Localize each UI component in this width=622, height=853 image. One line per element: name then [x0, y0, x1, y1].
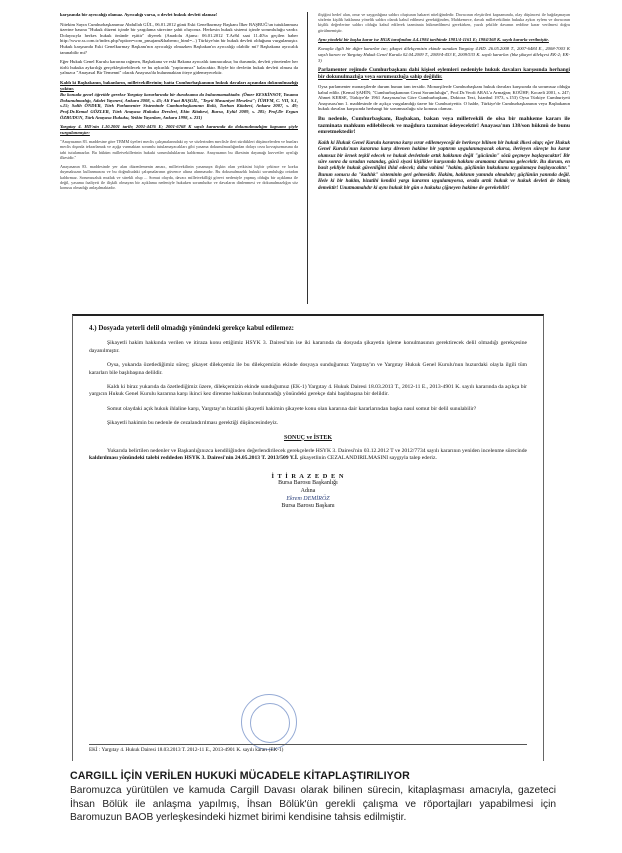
left-para-1: karşısında bir ayrıcalığı olamaz. Ayrıcalığı varsa, o devlet hukuk devleti olamaz!	[60, 12, 218, 17]
signature-line-1: Bursa Barosu Başkanlığı	[278, 480, 338, 487]
petition-document	[72, 314, 544, 761]
doc-para-3: Kaldı ki biraz yukarıda da özetlediğimiz üzere, dilekçemizin ekinde sunduğumuz (EK-1) Yargıtay 4. Hukuk Dairesi 18.03.2013 T., 2012-11 E., 2013-4901 K. sayılı kararında da açıkça bir yargıcın Hukuk Genel Kurulu kararına karşı ikinci kez direnme hakkının bulunmadığı yönündeki gerekçe dahi başlıbaşına bir delildir.	[89, 384, 527, 398]
signature-line-2: Adına	[300, 488, 316, 495]
right-para-4-heading: Parlamenter rejimde Cumhurbaşkanı dahi kişisel eylemleri nedeniyle hukuk davaları karşısında herhangi bir dokunulmazlığa veya sorumsuzluğa sahip değildir.	[318, 67, 570, 80]
signature-line-3: Ekrem DEMİRÖZ	[286, 495, 330, 502]
column-divider	[307, 12, 308, 304]
left-column	[60, 12, 298, 304]
bar-association-stamp	[241, 694, 297, 750]
right-column	[318, 12, 570, 304]
doc-para-5: Şikayetli hakimin bu nedenle de cezalandırılması gerektiği düşüncesindeyiz.	[107, 420, 279, 427]
signature-line-4: Bursa Barosu Başkanı	[281, 503, 335, 510]
left-para-5-heading: Yargıtay 4. HD'nin 1.10.2001 tarih; 2001-4476 E; 2001-6768 K sayılı kararında da dokunulmazlığın kapsamı şöyle vurgulanmıştır:	[60, 124, 298, 135]
caption-title: CARGILL İÇİN VERİLEN HUKUKİ MÜCADELE KİTAPLAŞTIRILIYOR	[70, 770, 410, 782]
right-para-2-heading: Aynı yöndeki bir başka karar ise HGK tarafından 4.4.1984 tarihinde 1981/4-1161 E; 1984/368 K. sayılı kararla verilmiştir.	[318, 36, 549, 42]
right-para-4-body: Oysa parlamenter monarşilerde durum bunun tam tersidir. Monarşilerde Cumhurbaşkanı hukuk davaları karşısında da sorumsuz olduğu kabul edilir. (Kemal ŞAHİN; "Cumhurbaşkanının Cezai Sorumluluğu", Prof.Dr.Vecdi ARAL'a Armağan; KOÜHF; Kocaeli 2001, s. 247; Ahmet KERSE, Türkiye'de 1961 Anayasası'na Göre Cumhurbaşkanı, Doktora Tezi, İstanbul 1973, s.153) Oysa Türkiye Cumhuriyeti Anayasası'nın 1. maddesinde de açıkça vurgulandığı üzere bir Cumhuriyettir. O halde, Türkiye'de Cumhurbaşkanının veya Başbakanın hukuk davaları karşısında herhangi bir sorumsuzluğu söz konusu olamaz.	[318, 84, 570, 112]
doc-para-6-b: kaldırılması yönündeki talebi reddeden HSYK 3. Dairesi'nin 24.05.2013 T. 2013/509 Y.İ.	[89, 455, 299, 462]
stamp-inner-ring	[250, 703, 290, 743]
left-para-4-body: Bu konuda genel öğretide gerekse Yargıtay kararlarında bir duraksama da bulunmamaktadır. (Ömer KESKİNSOY, Yasama Dokunulmazlığı, Adalet Yayınevi, Ankara 2008, s. 45; Ali Fuat BAŞGİL, "Teşrii Masuniyet Meselesi"; İÜHFM, C. VII, S.1, s.15; Salih ÖNDER, Türk Parlamenter Sisteminde Cumhurbaşkanının Rolü, Turhan Kitabevi, Ankara 2007, s. 49; Prof.Dr.Kemal GÖZLER, Türk Anayasa Hukuku Dersleri, Ekin Kitabevi, Bursa, Eylül 2009, s. 285; Prof.Dr Ergun ÖZBUDUN, Türk Anayasa Hukuku, Yetkin Yayınları, Ankara 1998, s. 231)	[60, 92, 298, 120]
doc-para-6-a: Yukarıda belirtilen nedenler ve Başkanlığınızca kendiliğinden değerlendirilecek gerekçelerle HSYK 3. Dairesi'nin 03.12.2012 T ve 2012/7734 sayılı kararının yeniden incelenme sürecinde	[107, 448, 527, 455]
doc-para-1: Şikayetli hakim hakkında verilen ve itiraza konu ettiğimiz HSYK 3. Dairesi'nin ise iki kararında da dosyada şikayetin işleme konulmasının gerektirecek delil olmadığı gerekçesine dayanılmıştır.	[89, 340, 527, 354]
right-para-6: Kaldı ki Hukuk Genel Kurulu kararına karşı ısrar edilemeyeceği de herkesçe bilinen bir hukuk ilkesi olup; eğer Hukuk Genel Kurulu'nun kararına karşı direnen hakime bir yaptırım uygulanmayacak olursa, ilerleyen süreçte bu karar olumsuz bir örnek teşkil edecek ve hukuk devletinde artık hakkının değil "gücünün" sözü geçmeye başlayacaktır! Bir süre sonra da sıradan vatandaş, gücü siyasi kişilikler karşısında hakkını aramamız durumu gelecektir. Bu durum, en basit şekliyle hukuk güvenliğini ihlal edecek; daha vahimi "hakim, güçlünün hukukunu uygulamaya başlayacaktır." Bunun sonucu da "kadılık" sisteminin geri gelmesidir. Hakim, hakkının yanında olmalıdır; güçlünün yanında değil. Hele ki bir hakim, bizatihi kendisi yargı kararını uygulamıyorsa, orada artık hukuk ve hukuk devleti de bitmiş demektir! Unutmamalıdır ki aynı hukuk bir gün o hukuku çiğneyen hakime de gerekebilir!	[318, 139, 570, 191]
right-para-5: Bu nedenle, Cumhurbaşkanı, Başbakan, bakan veya milletvekili de olsa bir mahkeme kararı ile tazminata mahkum edilebilecek ve mağdura tazminat ödeyecektir! Anayasa'nın 138/son hükmü de bunu emretmektedir!	[318, 115, 570, 136]
left-para-4-heading: Kaldı ki Başbakanın, bakanların, milletvekillerinin; hatta Cumhurbaşkanının hukuk davaları açısından dokunulmazlığı yoktur.	[60, 79, 298, 91]
conclusion-title: SONUÇ ve İSTEK	[283, 434, 332, 441]
left-para-2: Nitekim Sayın Cumhurbaşkanımız Abdullah GÜL, 06.01.2012 günü Eski Genelkurmay Başkanı İlker BAŞBUĞ'un tutuklanması üzerine basına "Hukuk düzeni içinde bir yargılama sürecine şahit oluyoruz. Herkesin hukuk sistemi içinde sorumluluğu vardır. Dolayısıyla herkes hukuk önünde eşittir" diyerek (Anadolu Ajansı: 06.01.2012 T.Ar8ıl saat 11.40'ta geçilen haber http://www.ss.com.tr/index.php?option=com_pnsajans&haberno_html=...) Türkiye'nin bir hukuk devleti olduğunu vurgulamıştır. Hukuk karşısında Eski Genelkurmay Başkanı'nın ayrıcalığı olmazken Başbakan'ın ayrıcalığı olabilir mi? Başbakana ayrıcalık tanınabilir mi?	[60, 21, 298, 55]
doc-para-2: Oysa, yukarıda özetlediğimiz süreç; şikayet dilekçemiz ile bu dilekçemizin ekinde dosyaya sunduğumuz Yargıtay'ın ve Yargıtay Hukuk Genel Kurulu'nun huzurdaki olayla ilgili tüm kararları bile başlıbaşına delildir.	[89, 362, 527, 376]
caption-body: Baromuzca yürütülen ve kamuda Cargill Davası olarak bilinen sürecin, kitaplaşması amacıyla, gazeteci İhsan Bölük ile anlaşma yapılmış, İhsan Bölük'ün gerekli çalışma ve röportajları yapabilmesi için Baromuzun BAOB yerleşkesindeki hizmet birimi kendisine tahsis edilmiştir.	[70, 785, 556, 824]
article-caption	[70, 770, 556, 825]
right-para-1: ilişiğini hedef alan, onur ve saygınlığına saldırı oluşturan hakaret niteliğindedir. Davacının eleştirileri kapsamında, olay düşüncesi ile bağdaşmayan sözlerin kişilik haklarına yönelik saldırı olarak kabul edilmesi gerektiğinden, Mahkemece, davalı milletvekilinin hukuka aykırı eylem ve davacının kişilik değerlerine saldırı olduğu kabul edilerek tazminata hükmedilmesi gerekirken, yazılı şekilde davanın reddine karar verilmesi doğru görülmemiştir.	[318, 12, 570, 33]
doc-para-6	[89, 448, 527, 463]
left-quote-1: "Anayasanın 83. maddesine göre TBMM üyeleri meclis çalışmalarındaki oy ve sözlerinden meclisle ileri sürdükleri düşüncelerden ve bunları meclis dışında tekrarlamak ve açığa vurmaktan sorumlu tutulamayacakları gibi yasama dokunulmazlığından dolayı ceza kovuşturmasına da tabi tutulamazlar. Bu hüküm milletvekillerinin hukuki sorumluluklarını kaldırmaz. Anayasanın bu ilkesinin dayanağı kuvvetler ayrılığı ilkesidir."	[60, 139, 298, 160]
doc-para-6-c: şikayetlinin CEZALANDIRILMASINI saygıyla talep ederiz.	[298, 455, 437, 462]
signature-block	[89, 473, 527, 511]
section-title: 4.) Dosyada yeterli delil olmadığı yönündeki gerekçe kabul edilemez:	[89, 324, 295, 332]
signature-heading: İ T İ R A Z E D E N	[271, 472, 345, 480]
doc-para-4: Somut olaydaki açık hukuk ihlaline karşı, Yargıtay'ın bizatihi şikayetli hakimin şikayete konu olan kararına dair kararlarından başka nasıl somut bir delil sunulabilir?	[107, 405, 477, 412]
left-para-3: Eğer Hukuk Genel Kurulu kararına rağmen, Başbakana ve eski Bakana ayrıcalık tanınacaksa; bu durumda, devleti yönetenler her türlü hukuka aykırılığı gerçekleştirebilecek ve bu aykırılık "yaptırımsız" kalacaktır. Böyle bir devletin hukuk devleti olması da yalnızca "Anayasal Bir Temenni" olarak Anayasa'da bulunmaktan öteye gidemeyecektir.	[60, 59, 298, 76]
right-para-3: Konuyla ilgili bir diğer kararlar ise; şikayet dilekçemizin ekinde sunulan Yargıtay 4.HD. 26.05.2008 T., 2007-6484 E., 2008-7003 K sayılı kararı ve Yargıtay Hukuk Genel Kurulu 02.04.2009 T., 2009/4-453 E, 2009/533 K. sayılı kararlar. (bkz şikayet dilekçesi EK-2; EK-3)	[318, 46, 570, 63]
left-quote-2: Anayasanın 83. maddesinde yer alan düzenlemenin amacı, milletvekilinin yasamaya ilişkin olan yetkisini hiçbir çekince ve korku duymaksızın kullanmasını ve bu doğrultudaki çalışmalarının güvence altına alınmasıdır. Bu dokunulmazlık hukuki sorumluluğu ortadan kaldırmaz. Sorumsuzluk mutlak ve sürekli olup ... Somut olayda, davacı milletvekilliği görevi nedeniyle yapmış olduğu bir açıklama ile değil, yasama faaliyeti ile ilişkili olmayan bir açıklama nedeniyle hukuken sorumludur ve davaların dinlenmesi ve dokunulmazlığın söz konusu olmadığı anlaşılmaktadır.	[60, 164, 298, 190]
attachment-note: EKİ : Yargıtay 4. Hukuk Dairesi 18.03.2013 T. 2012-11 E., 2013-4901 K. sayılı kararı (EK-1)	[89, 744, 527, 753]
